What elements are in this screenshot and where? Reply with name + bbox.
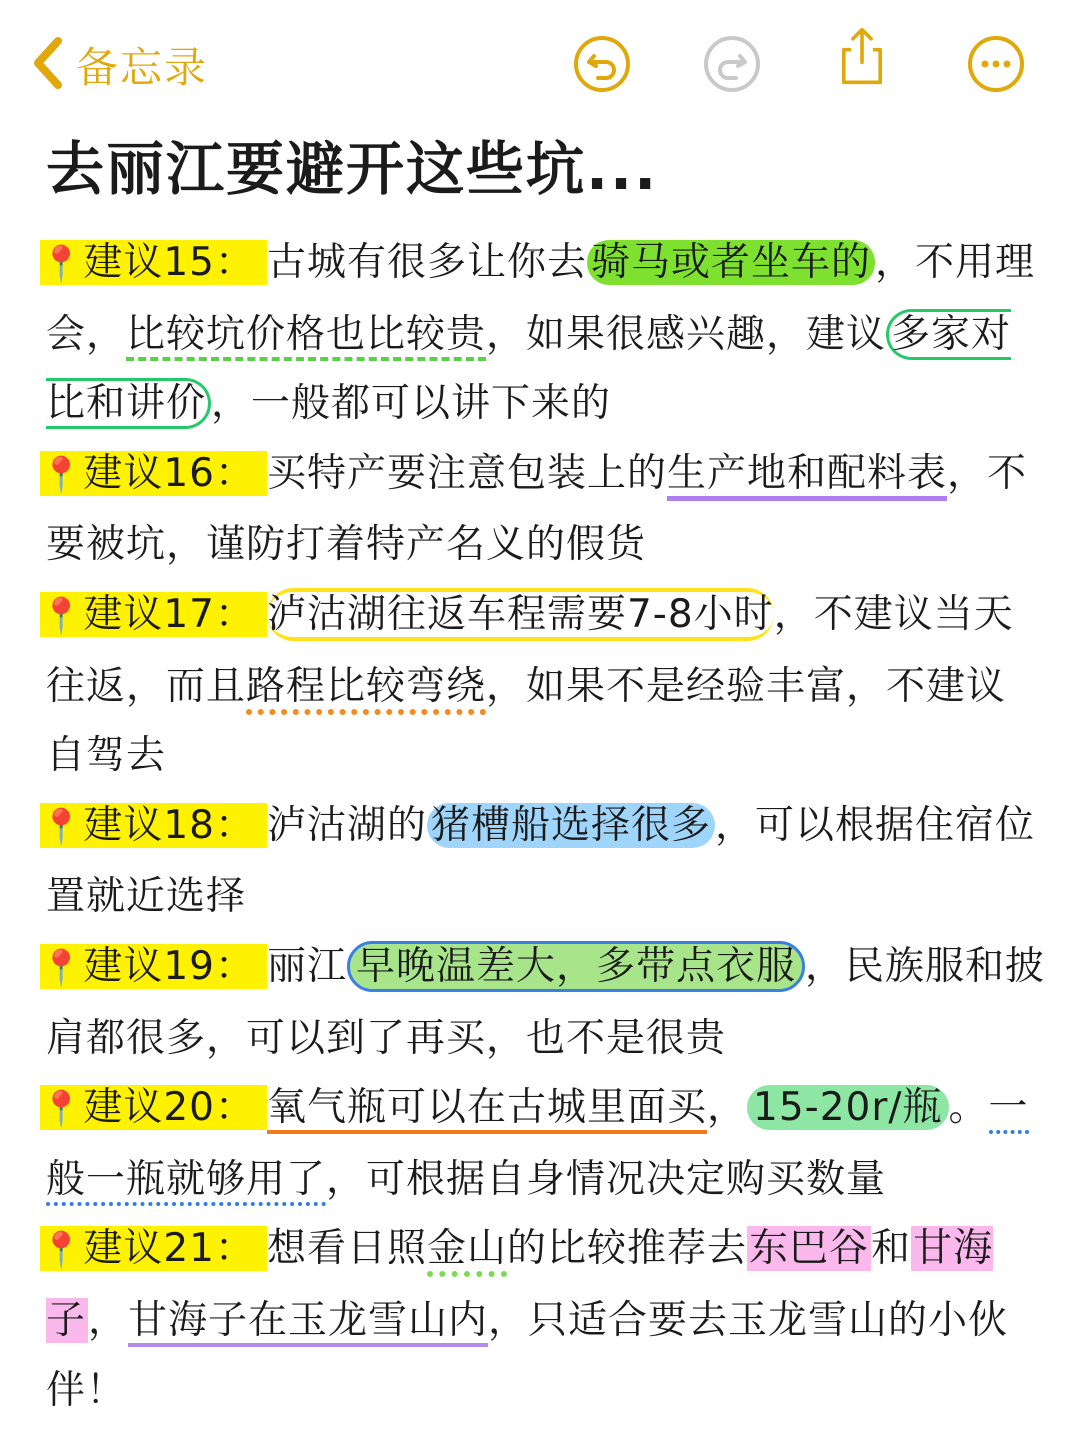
highlight: 骑马或者坐车的: [587, 240, 875, 285]
underline: 一般一瓶就够用了: [46, 1085, 1029, 1206]
tip-tag: 📍建议17：: [40, 592, 267, 637]
tip-15: [40, 228, 1046, 439]
tip-21: [40, 1214, 1046, 1425]
tip-16: [40, 439, 1046, 580]
tip-tag: 📍建议21：: [40, 1226, 267, 1271]
tip-text: ，一般都可以讲下来的: [211, 381, 612, 427]
tip-text: ，如果很感兴趣，建议: [486, 311, 887, 357]
map-pin-icon: 📍: [40, 454, 84, 495]
back-label: 备忘录: [76, 43, 209, 92]
share-icon: [832, 71, 892, 90]
tip-text: ，不用理会，: [46, 240, 1036, 357]
tip-text: 的比较推荐去: [507, 1226, 748, 1272]
back-button[interactable]: [28, 30, 208, 100]
more-icon: [966, 79, 1026, 98]
tip-text: ，民族服和披肩都很多，可以到了再买，也不是很贵: [46, 943, 1046, 1061]
circled-text: 早晚温差大，多带点衣服: [347, 941, 805, 992]
tip-text: 买特产要注意包装上的: [266, 450, 667, 496]
tip-text: 古城有很多让你去: [266, 240, 587, 285]
tip-tag: 📍建议18：: [40, 803, 267, 848]
highlight: 甘海子: [46, 1226, 994, 1343]
tip-text: ，只适合要去玉龙雪山的小伙伴！: [46, 1297, 1009, 1413]
note-title: 去丽江要避开这些坑...: [46, 135, 659, 203]
tip-tag: 📍建议19：: [40, 944, 267, 989]
tip-17: [40, 580, 1046, 791]
tip-19: [40, 932, 1046, 1073]
tip-text: 丽江: [266, 943, 347, 989]
map-pin-icon: 📍: [40, 1230, 84, 1271]
underline: 甘海子在玉龙雪山内: [128, 1298, 488, 1347]
tip-text: ，不要被坑，谨防打着特产名义的假货: [46, 450, 1028, 568]
tip-text: 。: [948, 1085, 989, 1131]
tip-18: [40, 791, 1046, 932]
tip-tag: 📍建议16：: [40, 451, 267, 496]
tip-20: [40, 1073, 1046, 1214]
note-body[interactable]: [40, 228, 1046, 1425]
map-pin-icon: 📍: [40, 806, 84, 847]
tip-text: ，可以根据住宿位置就近选择: [46, 802, 1036, 920]
map-pin-icon: 📍: [40, 244, 84, 284]
undo-icon: [572, 79, 632, 98]
tip-tag: 📍建议15：: [40, 240, 267, 285]
underline: 比较坑价格也比较贵: [126, 312, 486, 361]
map-pin-icon: 📍: [40, 595, 84, 636]
highlight: 猪槽船选择很多: [427, 803, 715, 848]
navigation-bar: [0, 0, 1080, 120]
dotted-emphasis: 金山: [427, 1226, 507, 1277]
tip-text: 泸沽湖的: [266, 802, 427, 848]
circled-text: 多家对比和讲价: [46, 309, 1011, 430]
share-button[interactable]: [832, 26, 892, 86]
map-pin-icon: 📍: [40, 1089, 84, 1130]
redo-button[interactable]: [702, 34, 762, 94]
dotted-emphasis: 路程比较弯绕: [246, 664, 486, 715]
undo-button[interactable]: [572, 34, 632, 94]
tip-text: 和: [871, 1226, 912, 1272]
chevron-left-icon: [28, 33, 68, 97]
underline: 氧气瓶可以在古城里面买: [267, 1085, 707, 1134]
highlight: 15-20r/瓶: [747, 1085, 949, 1130]
tip-text: ，: [88, 1297, 129, 1343]
map-pin-icon: 📍: [40, 947, 84, 988]
tip-text: ，: [707, 1085, 748, 1131]
tip-text: ，可根据自身情况决定购买数量: [326, 1156, 887, 1202]
tip-text: 想看日照: [266, 1226, 427, 1272]
more-button[interactable]: [966, 34, 1026, 94]
tip-text: ，如果不是经验丰富，不建议自驾去: [46, 663, 1007, 779]
redo-icon: [702, 79, 762, 98]
highlight: 东巴谷: [749, 1226, 870, 1272]
tip-text: ，不建议当天往返，而且: [46, 591, 1014, 709]
tip-tag: 📍建议20：: [40, 1085, 267, 1130]
underline: 生产地和配料表: [667, 451, 947, 501]
circled-text: 泸沽湖往返车程需要7-8小时: [267, 588, 774, 641]
